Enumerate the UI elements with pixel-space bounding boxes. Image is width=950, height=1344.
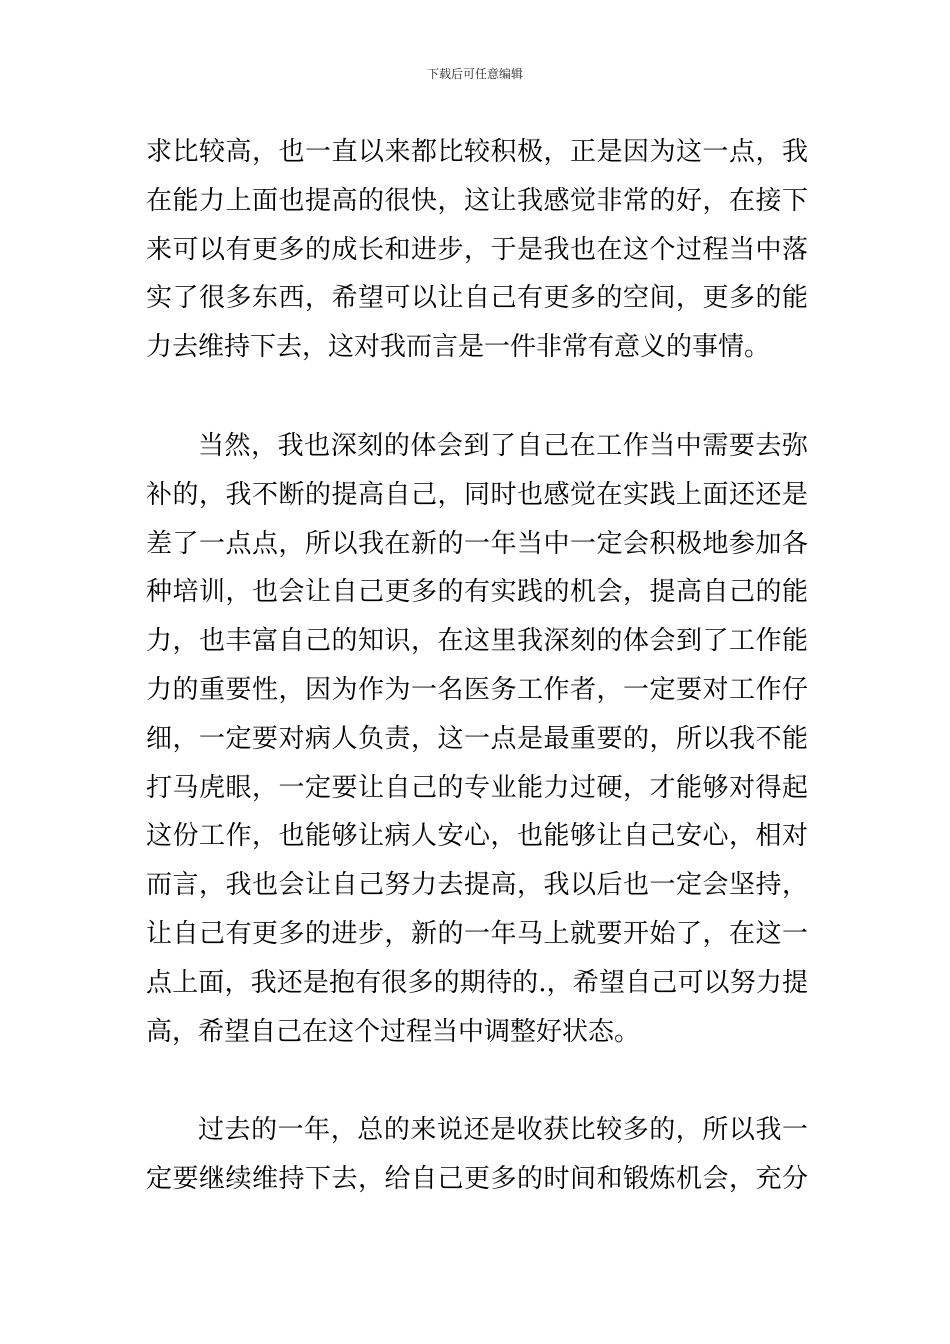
text-line: 实了很多东西，希望可以让自己有更多的空间，更多的能 — [146, 283, 808, 314]
text-line: 细，一定要对病人负责，这一点是最重要的，所以我不能 — [146, 723, 808, 754]
paragraph-1 — [146, 128, 808, 372]
paragraph-spacer — [146, 1056, 808, 1106]
text-line: 力去维持下去，这对我而言是一件非常有意义的事情。 — [146, 332, 771, 363]
text-line: 让自己有更多的进步，新的一年马上就要开始了，在这一 — [146, 918, 808, 949]
document-body — [146, 128, 808, 1204]
paragraph-spacer — [146, 372, 808, 422]
text-line: 来可以有更多的成长和进步，于是我也在这个过程当中落 — [146, 234, 808, 265]
text-line: 补的，我不断的提高自己，同时也感觉在实践上面还还是 — [146, 479, 808, 510]
text-line: 点上面，我还是抱有很多的期待的.，希望自己可以努力提 — [146, 967, 808, 998]
text-line: 在能力上面也提高的很快，这让我感觉非常的好，在接下 — [146, 185, 808, 216]
text-line: 当然，我也深刻的体会到了自己在工作当中需要去弥 — [198, 430, 808, 461]
text-line: 过去的一年，总的来说还是收获比较多的，所以我一 — [198, 1115, 808, 1146]
text-line: 而言，我也会让自己努力去提高，我以后也一定会坚持， — [146, 870, 808, 901]
text-line: 高，希望自己在这个过程当中调整好状态。 — [146, 1016, 641, 1047]
text-line: 力的重要性，因为作为一名医务工作者，一定要对工作仔 — [146, 674, 808, 705]
text-line: 打马虎眼，一定要让自己的专业能力过硬，才能够对得起 — [146, 772, 808, 803]
text-line: 种培训，也会让自己更多的有实践的机会，提高自己的能 — [146, 577, 808, 608]
text-line: 定要继续维持下去，给自己更多的时间和锻炼机会，充分 — [146, 1164, 808, 1195]
text-line: 力，也丰富自己的知识，在这里我深刻的体会到了工作能 — [146, 626, 808, 657]
paragraph-3 — [146, 1106, 808, 1204]
paragraph-2 — [146, 422, 808, 1056]
text-line: 这份工作，也能够让病人安心，也能够让自己安心，相对 — [146, 821, 808, 852]
text-line: 差了一点点，所以我在新的一年当中一定会积极地参加各 — [146, 528, 808, 559]
text-line: 求比较高，也一直以来都比较积极，正是因为这一点，我 — [146, 137, 808, 167]
page-header: 下载后可任意编辑 — [426, 67, 523, 81]
